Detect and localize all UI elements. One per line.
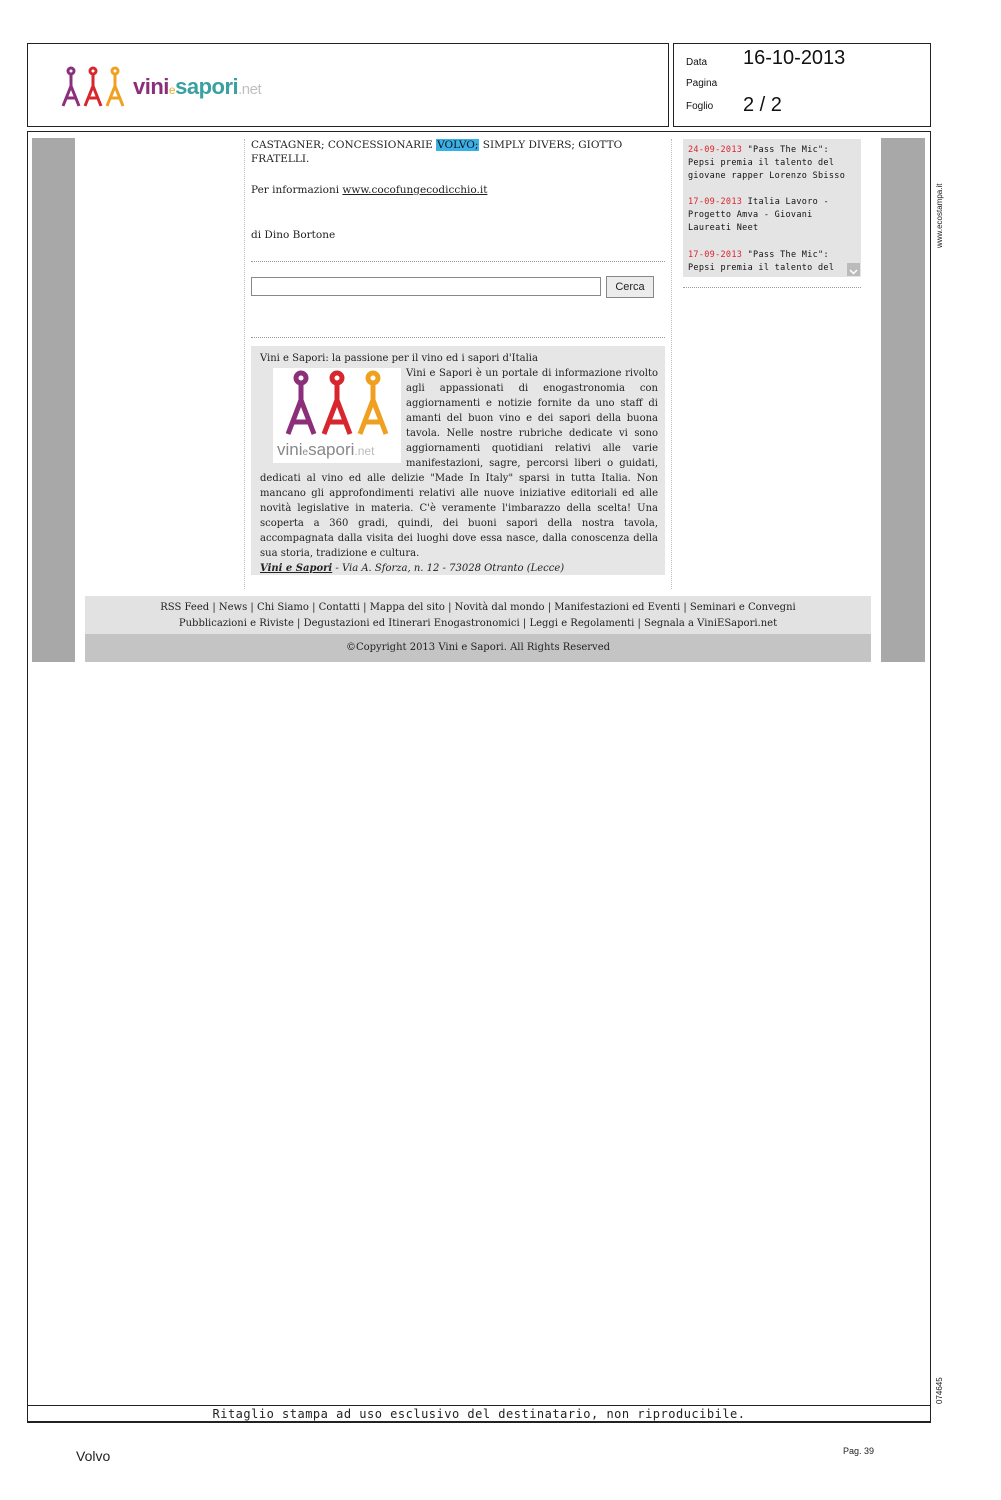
header-logo-box bbox=[27, 43, 669, 127]
foglio-value: 2 / 2 bbox=[743, 94, 782, 116]
footer-nav bbox=[85, 596, 871, 634]
separator bbox=[251, 337, 665, 338]
list-item[interactable]: 17-09-2013 "Pass The Mic": Pepsi premia il talento del bbox=[688, 250, 835, 273]
credit-link[interactable]: Vini e Sapori bbox=[260, 563, 333, 574]
left-gutter bbox=[32, 138, 76, 662]
pagina-label: Pagina bbox=[686, 78, 718, 89]
list-item[interactable]: 24-09-2013 "Pass The Mic": Pepsi premia il talento del giovane rapper Lorenzo Sbisso bbox=[688, 145, 846, 181]
footer-nav-line1[interactable]: RSS Feed | News | Chi Siamo | Contatti | Mappa del sito | Novità dal mondo | Manifestazioni ed Eventi | Seminari e Convegni bbox=[160, 602, 796, 613]
column-divider-right bbox=[671, 139, 672, 589]
site-logo-text: viniesapori.net bbox=[133, 74, 262, 99]
page-number: Pag. 39 bbox=[843, 1446, 875, 1456]
about-logo-text: viniesapori.net bbox=[277, 440, 375, 459]
article-text: CASTAGNER; CONCESSIONARIE VOLVO; SIMPLY DIVERS; GIOTTO FRATELLI. bbox=[251, 139, 623, 165]
news-sidebar bbox=[683, 139, 861, 277]
footer-nav-line2[interactable]: Pubblicazioni e Riviste | Degustazioni ed Itinerari Enogastronomici | Leggi e Regolamenti | Segnala a ViniESapori.net bbox=[178, 618, 778, 629]
disclaimer: Ritaglio stampa ad uso esclusivo del destinatario, non riproducibile. bbox=[27, 1405, 931, 1424]
scroll-down-button[interactable] bbox=[847, 263, 860, 276]
separator bbox=[683, 287, 861, 288]
bottom-line bbox=[27, 1421, 931, 1423]
separator bbox=[251, 261, 665, 262]
side-url: www.ecostampa.it bbox=[935, 183, 944, 248]
data-label: Data bbox=[686, 57, 708, 68]
article-info: Per informazioni www.cocofungecodicchio.it bbox=[251, 184, 488, 196]
side-code: 074645 bbox=[935, 1377, 944, 1404]
info-link[interactable]: www.cocofungecodicchio.it bbox=[342, 184, 488, 196]
about-box bbox=[251, 346, 665, 575]
brand-label: Volvo bbox=[76, 1448, 111, 1464]
about-title: Vini e Sapori: la passione per il vino ed i sapori d'Italia bbox=[260, 353, 538, 364]
copyright: ©Copyright 2013 Vini e Sapori. All Rights Reserved bbox=[85, 634, 871, 662]
right-gutter bbox=[881, 138, 925, 662]
corkscrew-logo-icon bbox=[60, 66, 130, 110]
article-author: di Dino Bortone bbox=[251, 229, 336, 241]
column-divider-left bbox=[244, 139, 245, 589]
header-meta-box bbox=[673, 43, 931, 127]
highlight-volvo: VOLVO; bbox=[437, 139, 479, 151]
chevron-down-icon bbox=[847, 265, 860, 278]
foglio-label: Foglio bbox=[686, 101, 714, 112]
about-credit: Vini e Sapori - Via A. Sforza, n. 12 - 73028 Otranto (Lecce) bbox=[260, 563, 565, 574]
list-item[interactable]: 17-09-2013 Italia Lavoro - Progetto Amva - Giovani Laureati Neet bbox=[688, 197, 829, 233]
search-button[interactable]: Cerca bbox=[606, 276, 654, 298]
about-body: Vini e Sapori è un portale di informazione rivolto agli appassionati di enogastronomia con aggiornamenti e notizie fornite da uno staff di amanti del buon vino e dei sapori della buona tavola. Nelle nostre rubriche dedicate vi sono aggiornamenti quotidiani relativi alle varie manifestazioni, sagre, percorsi liberi o guidati, dedicati al vino ed alle delizie "Made In Italy" sparsi in tutta Italia. Non mancano gli approfondimenti relativi alle nuove iniziative editoriali ed alle novità legislative in materia. C'è veramente l'imbarazzo della scelta! Una scoperta a 360 gradi, quindi, dei buoni sapori della nostra tavola, accompagnata dalla visita dei luoghi dove essa nasce, dalla conoscenza della sua storia, tradizione e cultura. bbox=[260, 368, 658, 559]
search-input[interactable] bbox=[251, 277, 601, 296]
data-value: 16-10-2013 bbox=[743, 47, 846, 69]
